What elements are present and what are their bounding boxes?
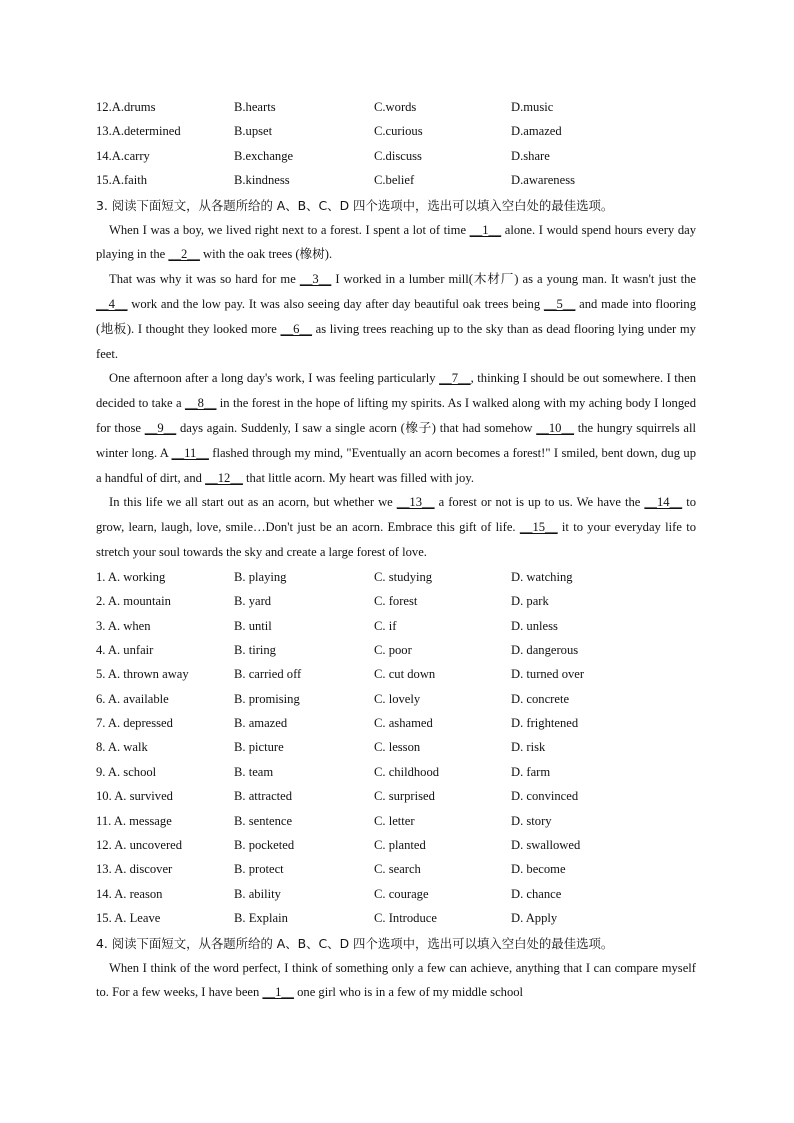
option-c[interactable]: C. letter: [374, 813, 415, 828]
option-d[interactable]: D. unless: [511, 618, 558, 633]
option-a[interactable]: 12. A. uncovered: [96, 838, 183, 853]
option-c[interactable]: C. childhood: [374, 764, 440, 779]
option-c[interactable]: C. courage: [374, 886, 429, 901]
option-b[interactable]: B. tiring: [234, 642, 276, 657]
option-d[interactable]: D. turned over: [511, 667, 585, 682]
option-a[interactable]: 12.A.drums: [96, 100, 156, 114]
option-d[interactable]: D. park: [511, 594, 549, 609]
blank-8[interactable]: __8__: [184, 396, 217, 411]
option-c[interactable]: C. cut down: [374, 667, 436, 682]
option-c[interactable]: C. surprised: [374, 789, 435, 804]
option-d[interactable]: D. watching: [511, 569, 573, 584]
option-b[interactable]: B.upset: [234, 124, 273, 139]
blank-6[interactable]: __6__: [280, 321, 312, 336]
option-row: [96, 565, 696, 589]
option-a[interactable]: 5. A. thrown away: [96, 667, 189, 682]
option-c[interactable]: C.belief: [374, 173, 415, 188]
option-d[interactable]: D. concrete: [511, 691, 570, 706]
option-b[interactable]: B. amazed: [234, 716, 288, 731]
option-row: [96, 589, 696, 613]
option-c[interactable]: C. planted: [374, 838, 426, 853]
option-b[interactable]: B. attracted: [234, 789, 293, 804]
q3-paragraph-4: In this life we all start out as an acorn, but whether we __13__ a forest or not is up to us. We have the __14__ to grow, learn, laugh, love, smile…Don't just be an acorn. Embrace this gift of life. __15__ it to your everyday life to stretch your soul towards the sky and create a large forest of love.: [96, 490, 696, 564]
option-b[interactable]: B. Explain: [234, 911, 288, 926]
option-b[interactable]: B. team: [234, 764, 274, 779]
q3-paragraph-2: That was why it was so hard for me __3__ I worked in a lumber mill(木材厂) as a young man. It wasn't just the __4__ work and the low pay. It was also seeing day after day beautiful oak trees being __5__ and made into flooring (地板). I thought they looked more __6__ as living trees reaching up to the sky than as dead flooring lying under my feet.: [96, 267, 696, 366]
option-b[interactable]: B.hearts: [234, 100, 276, 114]
q3-paragraph-3: One afternoon after a long day's work, I was feeling particularly __7__, thinking I should be out somewhere. I then decided to take a __8__ in the forest in the hope of lifting my spirits. As I walked along with my aching body I longed for those __9__ days again. Suddenly, I saw a single acorn (橡子) that had somehow __10__ the hungry squirrels all winter long. A __11__ flashed through my mind, "Eventually an acorn becomes a forest!" I smiled, bent down, dug up a handful of dirt, and __12__ that little acorn. My heart was filled with joy.: [96, 366, 696, 490]
blank-11[interactable]: __11__: [171, 445, 209, 460]
blank-14[interactable]: __14__: [644, 495, 683, 510]
option-row: [96, 784, 696, 808]
option-c[interactable]: C.words: [374, 100, 417, 114]
option-row: [96, 882, 696, 906]
option-a[interactable]: 4. A. unfair: [96, 642, 154, 657]
option-b[interactable]: B. ability: [234, 886, 281, 901]
option-a[interactable]: 6. A. available: [96, 691, 169, 706]
blank-3[interactable]: __3__: [299, 272, 332, 287]
option-b[interactable]: B. yard: [234, 594, 272, 609]
option-d[interactable]: D. risk: [511, 740, 546, 755]
q4-paragraph-1: When I think of the word perfect, I think of something only a few can achieve, anything that I can compare myself to. For a few weeks, I have been __1__ one girl who is in a few of my middle school: [96, 956, 696, 1006]
option-a[interactable]: 14. A. reason: [96, 886, 163, 901]
option-row: [96, 760, 696, 784]
option-c[interactable]: C. search: [374, 862, 421, 877]
question-3-options: [96, 565, 696, 931]
option-b[interactable]: B.kindness: [234, 173, 290, 188]
option-row: [96, 119, 696, 143]
option-d[interactable]: D. farm: [511, 764, 551, 779]
option-a[interactable]: 8. A. walk: [96, 740, 148, 755]
option-a[interactable]: 15. A. Leave: [96, 911, 161, 926]
blank-2[interactable]: __2__: [168, 247, 200, 262]
blank-9[interactable]: __9__: [144, 420, 177, 435]
option-b[interactable]: B.exchange: [234, 148, 294, 163]
option-row: [96, 144, 696, 168]
option-d[interactable]: D.awareness: [511, 173, 575, 188]
option-a[interactable]: 14.A.carry: [96, 148, 150, 163]
option-a[interactable]: 2. A. mountain: [96, 594, 171, 609]
option-c[interactable]: C.discuss: [374, 148, 422, 163]
option-c[interactable]: C.curious: [374, 124, 423, 139]
option-d[interactable]: D. chance: [511, 886, 562, 901]
option-row: [96, 735, 696, 759]
question-3-heading: 3. 阅读下面短文，从各题所给的 A、B、C、D 四个选项中，选出可以填入空白处的最佳选项。: [96, 197, 614, 213]
option-b[interactable]: B. until: [234, 618, 272, 633]
option-c[interactable]: C. ashamed: [374, 716, 433, 731]
blank-15[interactable]: __15__: [519, 520, 558, 535]
option-d[interactable]: D. become: [511, 862, 566, 877]
option-d[interactable]: D. frightened: [511, 716, 579, 731]
option-d[interactable]: D. swallowed: [511, 838, 581, 853]
option-b[interactable]: B. playing: [234, 569, 287, 584]
option-a[interactable]: 10. A. survived: [96, 789, 173, 804]
option-a[interactable]: 9. A. school: [96, 764, 157, 779]
option-b[interactable]: B. picture: [234, 740, 284, 755]
option-b[interactable]: B. promising: [234, 691, 300, 706]
option-a[interactable]: 11. A. message: [96, 813, 172, 828]
option-row: [96, 95, 696, 119]
q3-paragraph-1: When I was a boy, we lived right next to a forest. I spent a lot of time __1__ alone. I would spend hours every day playing in the __2__ with the oak trees (橡树).: [96, 218, 696, 268]
option-row: [96, 687, 696, 711]
option-a[interactable]: 7. A. depressed: [96, 716, 173, 731]
option-d[interactable]: D.music: [511, 100, 554, 114]
option-c[interactable]: C. lesson: [374, 740, 421, 755]
option-d[interactable]: D.amazed: [511, 124, 562, 139]
option-b[interactable]: B. pocketed: [234, 838, 295, 853]
option-c[interactable]: C. if: [374, 618, 397, 633]
previous-question-options: [96, 95, 696, 193]
option-b[interactable]: B. carried off: [234, 667, 302, 682]
option-b[interactable]: B. sentence: [234, 813, 293, 828]
option-b[interactable]: B. protect: [234, 862, 284, 877]
option-row: [96, 809, 696, 833]
option-c[interactable]: C. poor: [374, 642, 412, 657]
option-d[interactable]: D. dangerous: [511, 642, 579, 657]
option-row: [96, 614, 696, 638]
blank-4[interactable]: __4__: [96, 296, 128, 311]
option-a[interactable]: 13. A. discover: [96, 862, 173, 877]
option-d[interactable]: D. Apply: [511, 911, 558, 926]
option-a[interactable]: 3. A. when: [96, 618, 151, 633]
option-c[interactable]: C. studying: [374, 569, 433, 584]
page-content: [96, 95, 696, 1005]
option-d[interactable]: D. story: [511, 813, 552, 828]
option-row: [96, 833, 696, 857]
option-row: [96, 168, 696, 192]
q4-blank-1[interactable]: __1__: [262, 985, 294, 1000]
question-4-heading: 4. 阅读下面短文，从各题所给的 A、B、C、D 四个选项中，选出可以填入空白处的最佳选项。: [96, 935, 614, 951]
blank-13[interactable]: __13__: [396, 495, 435, 510]
option-a[interactable]: 13.A.determined: [96, 124, 181, 139]
option-c[interactable]: C. forest: [374, 594, 418, 609]
option-c[interactable]: C. Introduce: [374, 911, 437, 926]
option-row: [96, 711, 696, 735]
option-row: [96, 638, 696, 662]
blank-7[interactable]: __7__: [439, 371, 471, 386]
option-d[interactable]: D. convinced: [511, 789, 579, 804]
blank-5[interactable]: __5__: [543, 296, 576, 311]
blank-1[interactable]: __1__: [469, 222, 502, 237]
blank-12[interactable]: __12__: [205, 470, 243, 485]
option-a[interactable]: 1. A. working: [96, 569, 166, 584]
blank-10[interactable]: __10__: [536, 420, 575, 435]
option-row: [96, 906, 696, 930]
option-row: [96, 857, 696, 881]
option-a[interactable]: 15.A.faith: [96, 173, 148, 188]
option-row: [96, 662, 696, 686]
option-d[interactable]: D.share: [511, 148, 550, 163]
option-c[interactable]: C. lovely: [374, 691, 421, 706]
